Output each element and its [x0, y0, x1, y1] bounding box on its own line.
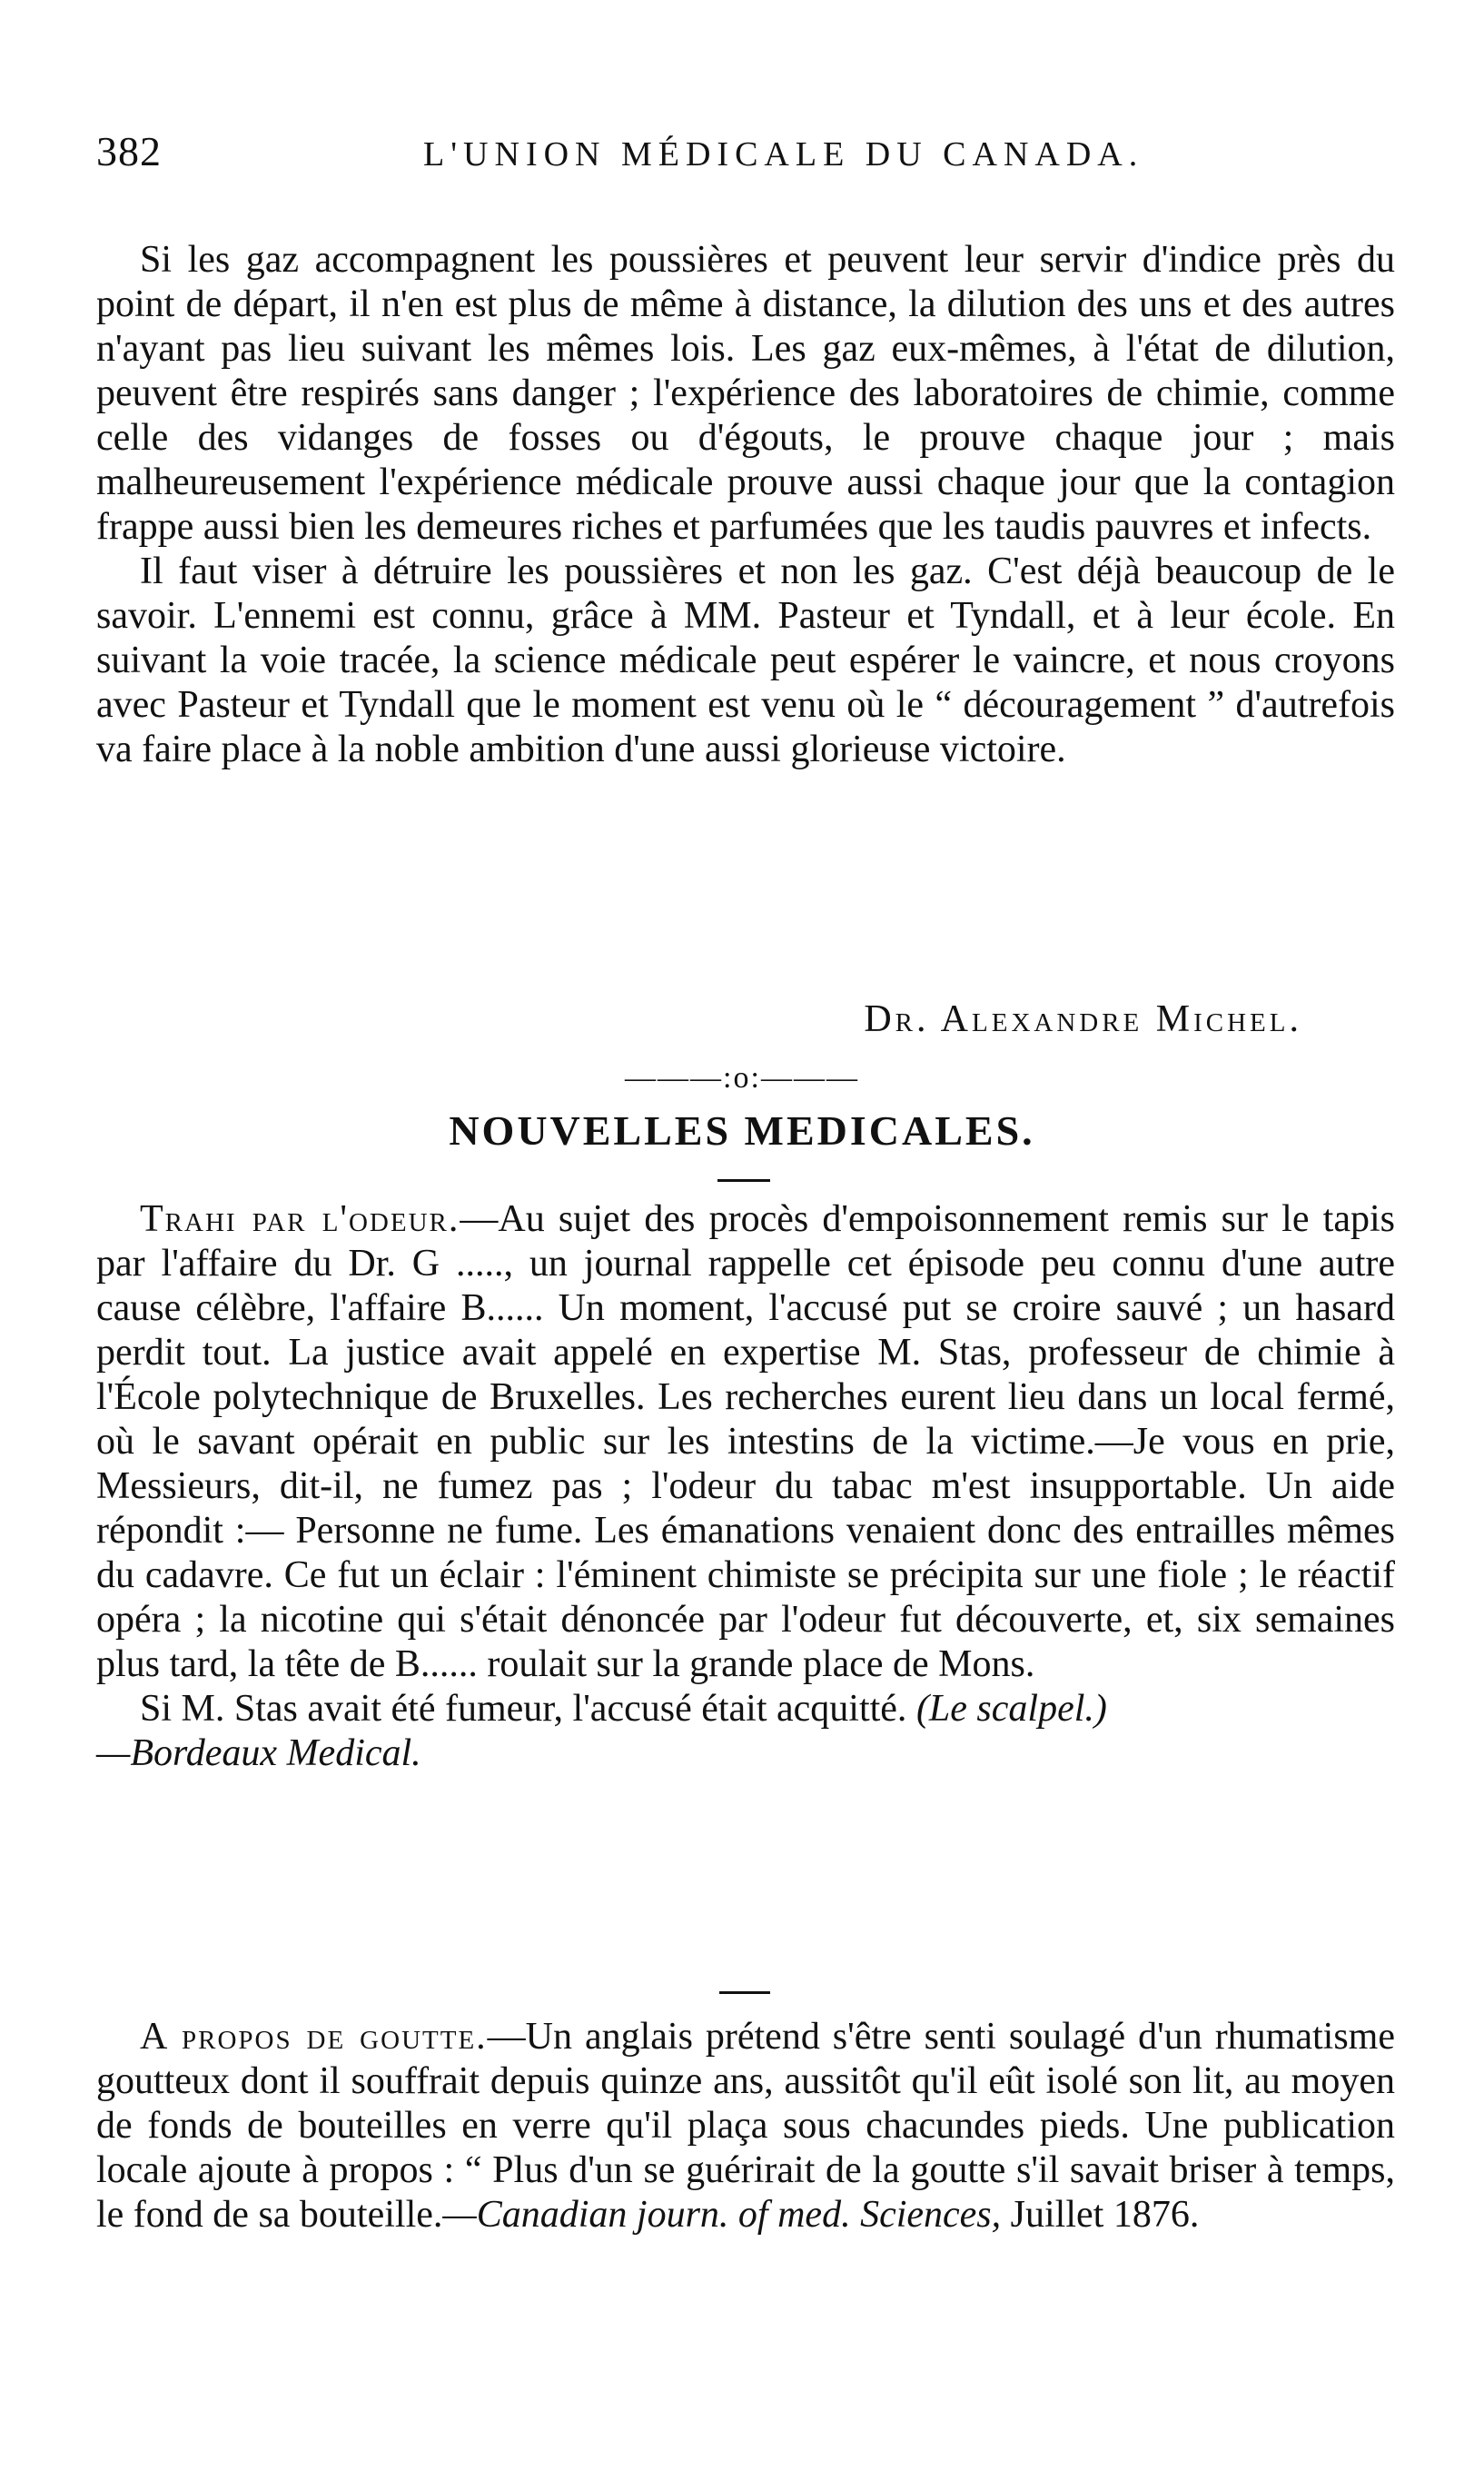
news-lead: Trahi par l'odeur.: [140, 1198, 460, 1240]
paragraph: Il faut viser à détruire les poussières et non les gaz. C'est déjà beaucoup de le savoir. L'ennemi est connu, grâce à MM. Pasteur et Tyndall, et à leur école. En suivant la voie tracée, la science médicale peut espérer le vaincre, et nous croyons avec Pasteur et Tyndall que le moment est venu où le “ découragement ” d'autrefois va faire place à la noble ambition d'une aussi glorieuse victoire.: [96, 551, 1395, 770]
news-paragraph: [96, 1197, 1395, 1687]
news-source: (Le scalpel.): [915, 1688, 1107, 1730]
short-rule: [719, 1991, 770, 1994]
news-source: Juillet 1876.: [1010, 2194, 1200, 2236]
short-rule: [717, 1179, 770, 1182]
page-number: 382: [96, 128, 162, 174]
news-paragraph: [96, 2015, 1395, 2237]
news-item: [96, 2015, 1395, 2237]
news-paragraph: [96, 1687, 1395, 1776]
author-signature: Dr. Alexandre Michel.: [864, 998, 1302, 1040]
news-item: [96, 1197, 1395, 1776]
running-title: L'UNION MÉDICALE DU CANADA.: [423, 135, 1144, 174]
page-header: [96, 127, 1395, 182]
news-text: —Un anglais prétend s'être senti soulagé d'un rhumatisme goutteux dont il souffrait depuis quinze ans, aussitôt qu'il eût isolé son lit, au moyen de fonds de bouteilles en verre qu'il plaça sous chacundes pieds. Une publication locale ajoute à propos : “ Plus d'un se guérirait de la goutte s'il savait briser à temps, le fond de sa bouteille.: [96, 2016, 1395, 2236]
section-heading: NOUVELLES MEDICALES.: [449, 1107, 1035, 1154]
section-separator: ———:o:———: [625, 1061, 859, 1095]
news-follow-up: Si M. Stas avait été fumeur, l'accusé était acquitté.: [140, 1688, 907, 1730]
news-source: —Bordeaux Medical.: [96, 1732, 421, 1774]
news-text: —Au sujet des procès d'empoisonnement remis sur le tapis par l'affaire du Dr. G ....., un journal rappelle cet épisode peu connu d'une autre cause célèbre, l'affaire B...... Un moment, l'accusé put se croire sauvé ; un hasard perdit tout. La justice avait appelé en expertise M. Stas, professeur de chimie à l'École polytechnique de Bruxelles. Les recherches eurent lieu dans un local fermé, où le savant opérait en public sur les intestins de la victime.—Je vous en prie, Messieurs, dit-il, ne fumez pas ; l'odeur du tabac m'est insupportable. Un aide répondit :— Personne ne fume. Les émanations venaient donc des entrailles mêmes du cadavre. Ce fut un éclair : l'éminent chimiste se précipita sur une fiole ; le réactif opéra ; la nicotine qui s'était dénoncée par l'odeur fut découverte, et, six semaines plus tard, la tête de B...... roulait sur la grande place de Mons.: [96, 1198, 1395, 1685]
news-lead: A propos de goutte.: [140, 2016, 488, 2058]
paragraph: Si les gaz accompagnent les poussières et peuvent leur servir d'indice près du point de départ, il n'en est plus de même à distance, la dilution des uns et des autres n'ayant pas lieu suivant les mêmes lois. Les gaz eux-mêmes, à l'état de dilution, peuvent être respirés sans danger ; l'expérience des laboratoires de chimie, comme celle des vidanges de fosses ou d'égouts, le prouve chaque jour ; mais malheureusement l'expérience médicale prouve aussi chaque jour que la contagion frappe aussi bien les demeures riches et parfumées que les taudis pauvres et infects.: [96, 239, 1395, 548]
article-conclusion: [96, 238, 1395, 772]
news-source: —Canadian journ. of med. Sciences,: [442, 2194, 1002, 2236]
